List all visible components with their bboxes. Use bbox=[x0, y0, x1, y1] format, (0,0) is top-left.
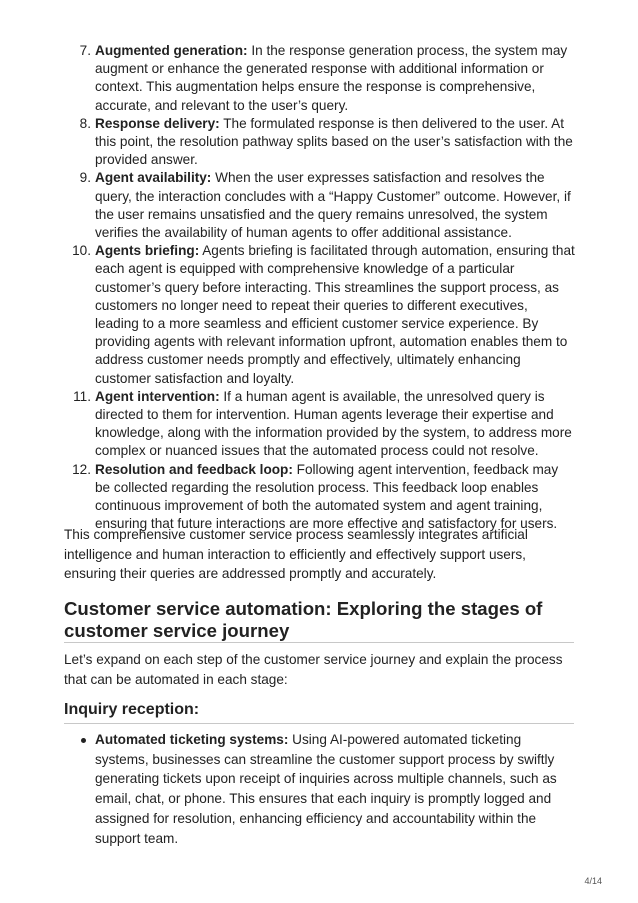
bullet-text: Using AI-powered automated ticketing systems, businesses can streamline the customer support process by swiftly generating tickets upon receipt of inquiries across multiple channels, such as email, chat, or phone. This ensures that each inquiry is promptly logged and assigned for resolution, enhancing efficiency and accountability within the support team. bbox=[95, 732, 557, 846]
list-item bbox=[72, 461, 575, 534]
bullet-icon bbox=[81, 738, 86, 743]
numbered-steps-list bbox=[72, 42, 575, 533]
list-number: 12. bbox=[72, 461, 91, 477]
subsection-divider bbox=[64, 723, 574, 724]
step-title: Response delivery: bbox=[95, 115, 220, 131]
step-text: Agents briefing is facilitated through automation, ensuring that each agent is equipped with comprehensive knowledge of a particular customer’s query before interacting. This streamlines the support process, as customers no longer need to repeat their queries to different executives, leading to a more seamless and efficient customer service experience. By providing agents with relevant information upfront, automation enables them to address customer needs promptly and effectively, ultimately enhancing customer satisfaction and loyalty. bbox=[95, 243, 575, 386]
section-intro: Let’s expand on each step of the customer service journey and explain the process that can be automated in each stage: bbox=[64, 652, 563, 687]
list-number: 9. bbox=[79, 170, 91, 186]
list-item bbox=[95, 730, 575, 848]
section-heading: Customer service automation: Exploring the stages of customer service journey bbox=[64, 598, 543, 641]
step-text: When the user expresses satisfaction and resolves the query, the interaction concludes with a “Happy Customer” outcome. However, if the user remains unsatisfied and the query remains unresolved, the system verifies the availability of human agents to offer additional assistance. bbox=[95, 170, 571, 241]
step-text: Following agent intervention, feedback may be collected regarding the resolution process. This feedback loop enables continuous improvement of both the automated system and agent training, ensuring that future interactions are more effective and satisfactory for users. bbox=[95, 461, 559, 532]
list-item bbox=[79, 115, 575, 170]
list-number: 10. bbox=[72, 243, 91, 259]
step-title: Agent availability: bbox=[95, 170, 212, 186]
page-number: 4/14 bbox=[584, 876, 602, 886]
bullet-title: Automated ticketing systems: bbox=[95, 732, 289, 747]
bullet-list bbox=[95, 730, 575, 848]
list-item bbox=[73, 388, 575, 461]
step-text: The formulated response is then delivered to the user. At this point, the resolution pathway splits based on the user’s satisfaction with the provided answer. bbox=[95, 115, 573, 168]
step-title: Agent intervention: bbox=[95, 388, 220, 404]
list-item bbox=[79, 169, 575, 242]
step-text: If a human agent is available, the unresolved query is directed to them for intervention. Human agents leverage their expertise and knowledge, along with the information provided by the system, to address more complex or nuanced issues that the automated process could not resolve. bbox=[95, 388, 572, 459]
step-text: In the response generation process, the system may augment or enhance the generated response with additional information or context. This augmentation helps ensure the response is comprehensive, accurate, and relevant to the user’s query. bbox=[95, 43, 568, 113]
list-number: 7. bbox=[79, 43, 91, 58]
step-title: Resolution and feedback loop: bbox=[95, 461, 293, 477]
list-number: 8. bbox=[79, 115, 91, 131]
subsection-heading: Inquiry reception: bbox=[64, 701, 200, 718]
list-item bbox=[72, 242, 575, 388]
list-item bbox=[79, 42, 575, 115]
step-title: Augmented generation: bbox=[95, 43, 248, 58]
section-divider bbox=[64, 642, 574, 643]
summary-paragraph: This comprehensive customer service process seamlessly integrates artificial intelligence and human interaction to efficiently and effectively support users, ensuring their queries are addressed promptly and accurately. bbox=[64, 527, 528, 582]
list-number: 11. bbox=[73, 388, 91, 404]
step-title: Agents briefing: bbox=[95, 243, 200, 259]
